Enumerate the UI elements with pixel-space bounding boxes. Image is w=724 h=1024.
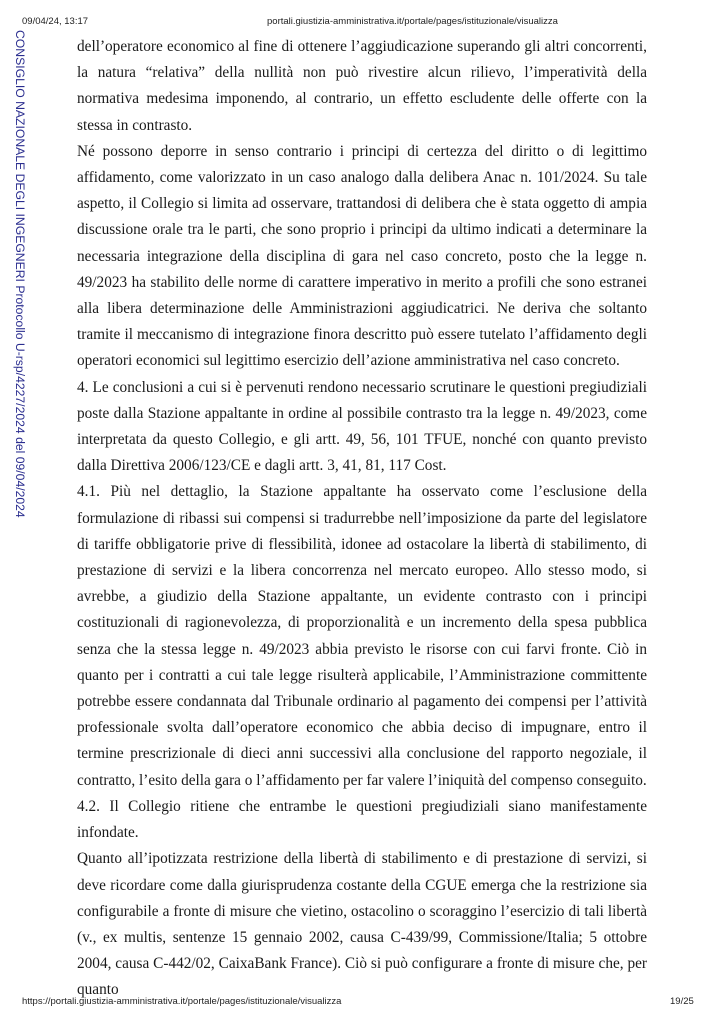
paragraph: 4.2. Il Collegio ritiene che entrambe le questioni pregiudiziali siano manifestamente infondate.: [77, 797, 647, 842]
print-footer-url: https://portali.giustizia-amministrativa.it/portale/pages/istituzionale/visualizza: [22, 996, 342, 1007]
protocol-stamp-text: CONSIGLIO NAZIONALE DEGLI INGEGNERI Protocollo U-rsp/4227/2024 del 09/04/2024: [13, 30, 27, 518]
paragraph: 4. Le conclusioni a cui si è pervenuti rendono necessario scrutinare le questioni pregiudiziali poste dalla Stazione appaltante in ordine al possibile contrasto tra la legge n. 49/2023, come interpretata da questo Collegio, e gli artt. 49, 56, 101 TFUE, nonché con quanto previsto dalla Direttiva 2006/123/CE e dagli artt. 3, 41, 81, 117 Cost.: [77, 378, 647, 475]
print-datetime: 09/04/24, 13:17: [22, 16, 89, 27]
print-page-title: portali.giustizia-amministrativa.it/portale/pages/istituzionale/visualizza: [267, 16, 558, 27]
paragraph: dell’operatore economico al fine di ottenere l’aggiudicazione superando gli altri concorrenti, la natura “relativa” della nullità non può rivestire alcun rilievo, l’imperatività della normativa medesima imponendo, al contrario, un effetto escludente delle offerte con la stessa in contrasto.: [77, 38, 647, 134]
page-indicator: 19/25: [670, 996, 694, 1007]
paragraph: 4.1. Più nel dettaglio, la Stazione appaltante ha osservato come l’esclusione della formulazione di ribassi sui compensi si tradurrebbe nell’imposizione da parte del legislatore di tariffe obbligatorie prive di flessibilità, idonee ad ostacolare la libertà di stabilimento, di prestazione di servizi e la libera concorrenza nel mercato europeo. Allo stesso modo, si avrebbe, a giudizio della Stazione appaltante, un evidente contrasto con i principi costituzionali di ragionevolezza, di proporzionalità e un incremento della spesa pubblica senza che la stessa legge n. 49/2023 abbia previsto le risorse con cui farvi fronte. Ciò in quanto per i contratti a cui tale legge risulterà applicabile, l’Amministrazione committente potrebbe essere condannata dal Tribunale ordinario al pagamento dei compensi per l’attività professionale svolta dall’operatore economico che abbia deciso di impugnare, entro il termine prescrizionale di dieci anni successivi alla conclusione del rapporto negoziale, il contratto, l’esito della gara o l’affidamento per far valere l’iniquità del compenso conseguito.: [77, 483, 647, 789]
document-body: [77, 34, 647, 1004]
paragraph: Né possono deporre in senso contrario i principi di certezza del diritto o di legittimo affidamento, come valorizzato in un caso analogo dalla delibera Anac n. 101/2024. Su tale aspetto, il Collegio si limita ad osservare, trattandosi di delibera che è stata oggetto di ampia discussione orale tra le parti, che sono proprio i principi da ultimo indicati a determinare la necessaria integrazione della disciplina di gara nel caso concreto, posto che la legge n. 49/2023 ha stabilito delle norme di carattere imperativo in merito a profili che sono estranei alla libera determinazione delle Amministrazioni aggiudicatrici. Ne deriva che soltanto tramite il meccanismo di integrazione finora descritto può essere tutelato l’affidamento degli operatori economici sul legittimo esercizio dell’azione amministrativa nel caso concreto.: [77, 142, 647, 370]
paragraph: Quanto all’ipotizzata restrizione della libertà di stabilimento e di prestazione di servizi, si deve ricordare come dalla giurisprudenza costante della CGUE emerga che la restrizione sia configurabile a fronte di misure che vietino, ostacolino o scoraggino l’esercizio di tali libertà (v., ex multis, sentenze 15 gennaio 2002, causa C-439/99, Commissione/Italia; 5 ottobre 2004, causa C-442/02, CaixaBank France). Ciò si può configurare a fronte di misure che, per quanto: [77, 850, 647, 999]
protocol-stamp: [13, 30, 28, 518]
